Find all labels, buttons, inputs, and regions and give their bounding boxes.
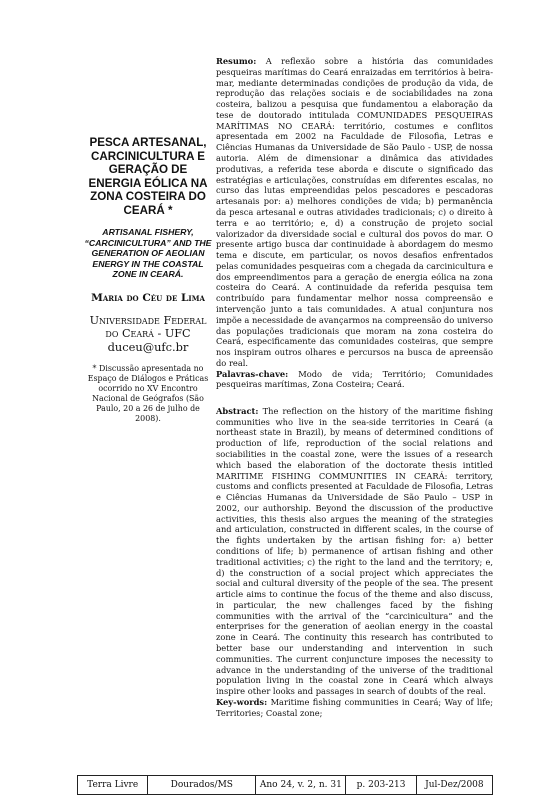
footer-city: Dourados/MS — [148, 776, 256, 794]
keywords-label: Key-words: — [216, 696, 268, 707]
palavras-chave-label: Palavras-chave: — [216, 368, 289, 379]
article-title-english: ARTISANAL FISHERY, “CARCINICULTURA” AND THE GENERATION OF AEOLIAN ENERGY IN THE COASTAL ZONE IN CEARÁ. — [84, 227, 212, 280]
footer-date: Jul-Dez/2008 — [425, 780, 484, 790]
journal-footer — [77, 775, 493, 795]
resumo-text: A reflexão sobre a história das comunidades pesqueiras marítimas do Ceará enraizadas em territórios à beira-mar, mediante determinadas condições de produção da vida, de reprodução das relações sociais e de sociabilidades na zona costeira, balizou a pesquisa que fundamentou a elaboração da tese de doutorado intitulada COMUNIDADES PESQUEIRAS MARÍTIMAS NO CEARÁ: território, costumes e conflitos apresentada em 2002 na Faculdade de Filosofia, Letras e Ciências Humanas da Universidade de São Paulo - USP, de nossa autoria. Além de dimensionar a dinâmica das atividades produtivas, a referida tese aborda e discute o significado das estratégias e articulações, construídas em diferentes escalas, no curso das lutas empreendidas pelos pescadores e pescadoras artesanais por: a) melhores condições de vida; b) permanência da pesca artesanal e outras atividades tradicionais; c) o direito à terra e ao território; e, d) a construção de projeto social valorizador da diversidade social e cultural dos povos do mar. O presente artigo busca dar continuidade à abordagem do mesmo tema e discute, em particular, os novos desafios enfrentados pelas comunidades pesqueiras com a chegada da carcinicultura e dos empreendimentos para a geração de energia eólica na zona costeira do Ceará. A continuidade da referida pesquisa tem contribuído para fundamentar melhor nossa compreensão e intervenção junto a tais comunidades. A atual conjuntura nos impõe a necessidade de avançarmos na compreensão do universo das populações tradicionais que moram na zona costeira do Ceará, especificamente das comunidades costeiras, que sempre nos inspiram outros olhares e percursos na busca de apreensão do real. — [216, 56, 493, 368]
article-title-portuguese: PESCA ARTESANAL, CARCINICULTURA E GERAÇÃO DE ENERGIA EÓLICA NA ZONA COSTEIRA DO CEARÁ * — [88, 136, 208, 217]
author-name: Maria do Céu de Lima — [91, 291, 205, 304]
palavras-chave-paragraph — [216, 369, 493, 390]
footer-pages: p. 203-213 — [346, 776, 416, 794]
abstract-paragraph — [216, 406, 493, 697]
palavras-chave-text: Modo de vida; Território; Comunidades pesqueiras marítimas, Zona Costeira; Ceará. — [216, 368, 494, 390]
keywords-text: Maritime fishing communities in Ceará; Way of life; Territories; Coastal zone; — [216, 696, 493, 718]
keywords-paragraph — [216, 697, 493, 718]
author-email: duceu@ufc.br — [107, 339, 189, 354]
author-affiliation: Universidade Federal do Ceará - UFC — [89, 313, 207, 340]
resumo-paragraph — [216, 56, 493, 369]
article-header — [84, 136, 212, 424]
abstract-label: Abstract: — [216, 405, 259, 416]
abstract-text: The reflection on the history of the maritime fishing communities who live in the sea-side territories in Ceará (a northeast state in Brazil), by means of determined conditions of production of life, reproduction of the social relations and sociabilities in the coastal zone, were the issues of a research which based the elaboration of the doctorate thesis intitled MARITIME FISHING COMMUNITIES IN CEARÁ: territory, customs and conflicts presented at Faculdade de Filosofia, Letras e Ciências Humanas da Universidade de São Paulo – USP in 2002, our authorship. Beyond the discussion of the productive activities, this thesis also argues the meaning of the strategies and articulation, constructed in different scales, in the course of the fights undertaken by the artisan fishing for: a) better conditions of life; b) permanence of artisan fishing and other traditional activities; c) the right to the land and the territory; e, d) the construction of a social project which appreciates the social and cultural diversity of the people of the sea. The present article aims to continue the focus of the theme and also discuss, in particular, the new challenges faced by the fishing communities with the arrival of the “carcinicultura” and the enterprises for the generation of aeolian energy in the coastal zone in Ceará. The continuity this research has contributed to better base our understanding and intervention in such communities. The current conjuncture imposes the necessity to advance in the understanding of the universe of the traditional population living in the coastal zone in Ceará which always inspire other looks and passages in search of doubts of the real. — [216, 405, 494, 697]
footnote: * Discussão apresentada no Espaço de Diálogos e Práticas ocorrido no XV Encontro Nacional de Geógrafos (São Paulo, 20 a 26 de julho de 2008). — [87, 363, 209, 423]
footer-journal: Terra Livre — [78, 776, 148, 794]
resumo-label: Resumo: — [216, 56, 257, 66]
footer-volume: Ano 24, v. 2, n. 31 — [256, 776, 346, 794]
abstract-column — [216, 56, 493, 734]
